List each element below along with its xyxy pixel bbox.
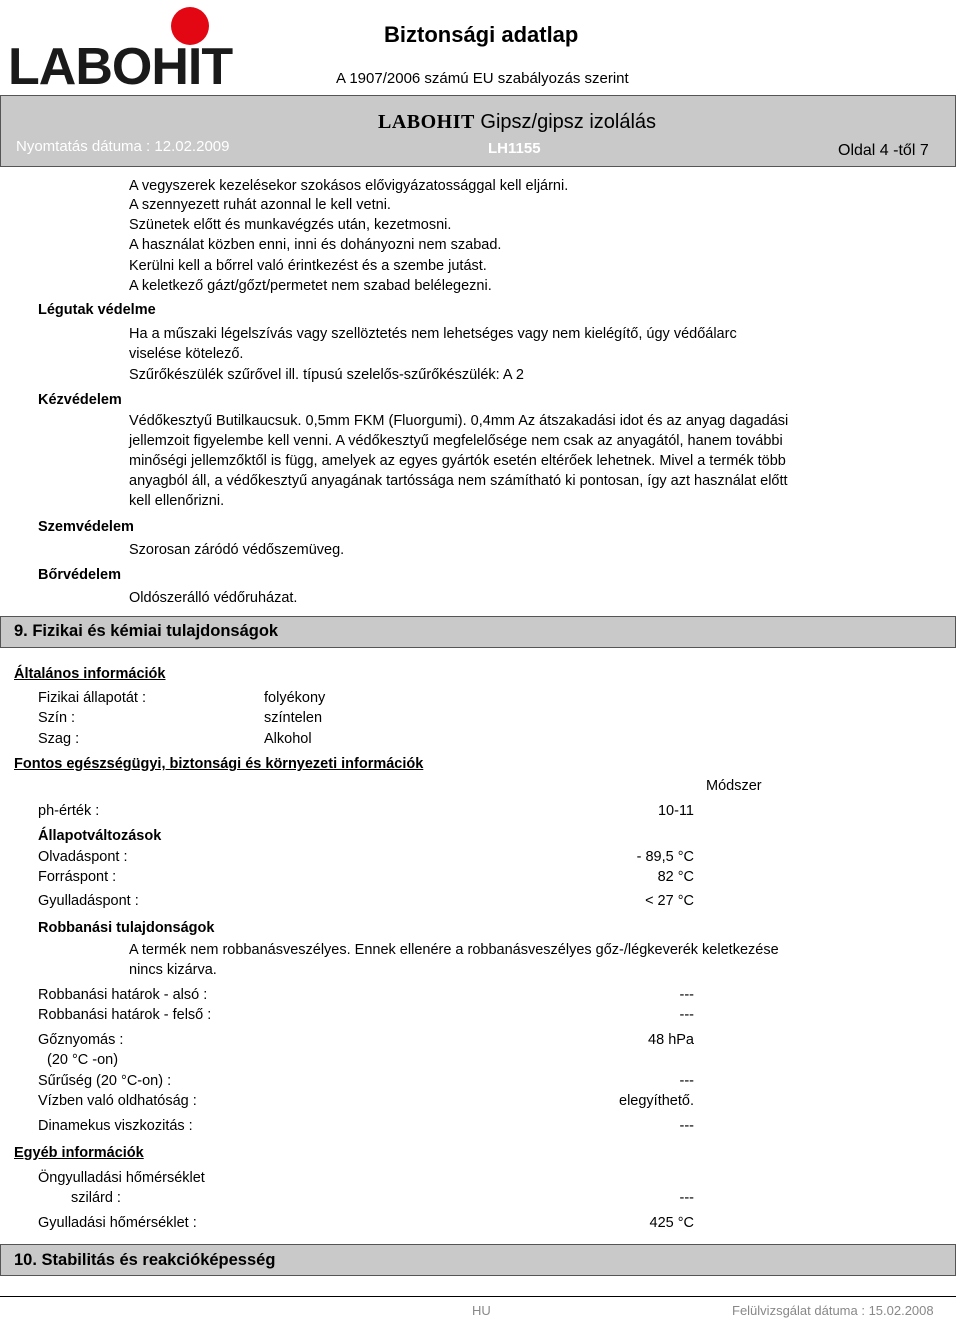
- hand-line: jellemzoit figyelembe kell venni. A védőkesztyű megfelelősége nem csak az anyagától, hanem további: [129, 433, 783, 449]
- density-label: Sűrűség (20 °C-on) :: [38, 1073, 172, 1089]
- explosion-lower-value: ---: [679, 987, 694, 1003]
- handling-line: A vegyszerek kezelésekor szokásos elővigyázatossággal kell eljárni.: [129, 178, 569, 194]
- property-label: Szín :: [38, 710, 76, 726]
- property-value: Alkohol: [264, 731, 312, 747]
- labohit-logo: [6, 4, 236, 90]
- respiratory-label: Légutak védelme: [38, 302, 156, 318]
- product-brand: LABOHIT: [378, 111, 475, 133]
- svg-text:LABOHIT: LABOHIT: [8, 38, 233, 90]
- method-column-label: Módszer: [706, 778, 762, 794]
- melting-point-label: Olvadáspont :: [38, 849, 128, 865]
- skin-label: Bőrvédelem: [38, 567, 122, 583]
- section-10-title: 10. Stabilitás és reakcióképesség: [14, 1251, 276, 1269]
- respiratory-line: Ha a műszaki légelszívás vagy szellöztetés nem lehetséges vagy nem kielégítő, úgy védőálarc: [129, 326, 737, 342]
- autoignition-label: Öngyulladási hőmérséklet: [38, 1170, 205, 1186]
- product-name: Gipsz/gipsz izolálás: [480, 111, 657, 133]
- hand-line: Védőkesztyű Butilkaucsuk. 0,5mm FKM (Fluorgumi). 0,4mm Az átszakadási idot és az anyag dagadási: [129, 413, 789, 429]
- ignition-temp-value: 425 °C: [649, 1215, 694, 1231]
- autoignition-sublabel: szilárd :: [71, 1190, 121, 1206]
- labohit-logo-graphic: [6, 4, 236, 90]
- property-value: folyékony: [264, 690, 326, 706]
- ignition-temp-label: Gyulladási hőmérséklet :: [38, 1215, 197, 1231]
- skin-text: Oldószerálló védőruházat.: [129, 590, 298, 606]
- vapor-pressure-condition: (20 °C -on): [47, 1052, 119, 1068]
- explosion-upper-value: ---: [679, 1007, 694, 1023]
- viscosity-value: ---: [679, 1118, 694, 1134]
- hand-line: minőségi jellemzőktől is függ, amelyek az egyes gyártók esetén eltérőek lehetnek. Mivel a termék több: [129, 453, 786, 469]
- handling-line: A szennyezett ruhát azonnal le kell vetni.: [129, 197, 391, 213]
- respiratory-line: Szűrőkészülék szűrővel ill. típusú szelelős-szűrőkészülék: A 2: [129, 367, 524, 383]
- page-number: Oldal 4 -től 7: [838, 142, 929, 159]
- footer-divider: [0, 1296, 956, 1297]
- explosion-lower-label: Robbanási határok - alsó :: [38, 987, 208, 1003]
- footer-revision-date: Felülvizsgálat dátuma : 15.02.2008: [732, 1303, 934, 1318]
- explosive-line: nincs kizárva.: [129, 962, 217, 978]
- general-info-heading: Általános információk: [14, 666, 166, 682]
- hand-line: kell ellenőrizni.: [129, 493, 225, 509]
- ph-value: 10-11: [657, 803, 694, 819]
- document-subtitle: A 1907/2006 számú EU szabályozás szerint: [336, 70, 629, 87]
- property-label: Fizikai állapotát :: [38, 690, 146, 706]
- other-info-heading: Egyéb információk: [14, 1145, 144, 1161]
- handling-line: A használat közben enni, inni és dohányozni nem szabad.: [129, 237, 502, 253]
- explosive-line: A termék nem robbanásveszélyes. Ennek ellenére a robbanásveszélyes gőz-/légkeverék keletkezése: [129, 942, 779, 958]
- eye-label: Szemvédelem: [38, 519, 134, 535]
- property-value: színtelen: [264, 710, 323, 726]
- handling-line: Kerülni kell a bőrrel való érintkezést és a szembe jutást.: [129, 258, 487, 274]
- boiling-point-value: 82 °C: [657, 869, 694, 885]
- state-change-heading: Állapotváltozások: [38, 828, 162, 844]
- vapor-pressure-label: Gőznyomás :: [38, 1032, 124, 1048]
- ph-label: ph-érték :: [38, 803, 100, 819]
- document-title: Biztonsági adatlap: [384, 22, 579, 47]
- boiling-point-label: Forráspont :: [38, 869, 117, 885]
- hand-line: anyagból áll, a védőkesztyű anyagának tartóssága nem számítható ki pontosan, így azt használat előtt: [129, 473, 788, 489]
- density-value: ---: [679, 1073, 694, 1089]
- health-info-heading: Fontos egészségügyi, biztonsági és környezeti információk: [14, 756, 424, 772]
- handling-line: Szünetek előtt és munkavégzés után, kezetmosni.: [129, 217, 452, 233]
- respiratory-line: viselése kötelező.: [129, 346, 244, 362]
- hand-label: Kézvédelem: [38, 392, 122, 408]
- property-label: Szag :: [38, 731, 80, 747]
- product-code: LH1155: [488, 140, 541, 157]
- flash-point-label: Gyulladáspont :: [38, 893, 139, 909]
- section-9-title: 9. Fizikai és kémiai tulajdonságok: [14, 622, 279, 640]
- solubility-value: elegyíthető.: [619, 1093, 694, 1109]
- vapor-pressure-value: 48 hPa: [648, 1032, 694, 1048]
- explosion-upper-label: Robbanási határok - felső :: [38, 1007, 212, 1023]
- flash-point-value: < 27 °C: [645, 893, 694, 909]
- solubility-label: Vízben való oldhatóság :: [38, 1093, 197, 1109]
- melting-point-value: - 89,5 °C: [636, 849, 694, 865]
- autoignition-value: ---: [679, 1190, 694, 1206]
- handling-line: A keletkező gázt/gőzt/permetet nem szabad belélegezni.: [129, 278, 492, 294]
- footer-language: HU: [472, 1303, 491, 1318]
- product-title: [378, 111, 656, 134]
- explosive-heading: Robbanási tulajdonságok: [38, 920, 215, 936]
- viscosity-label: Dinamekus viszkozitás :: [38, 1118, 193, 1134]
- print-date: Nyomtatás dátuma : 12.02.2009: [16, 138, 230, 155]
- eye-text: Szorosan záródó védőszemüveg.: [129, 542, 345, 558]
